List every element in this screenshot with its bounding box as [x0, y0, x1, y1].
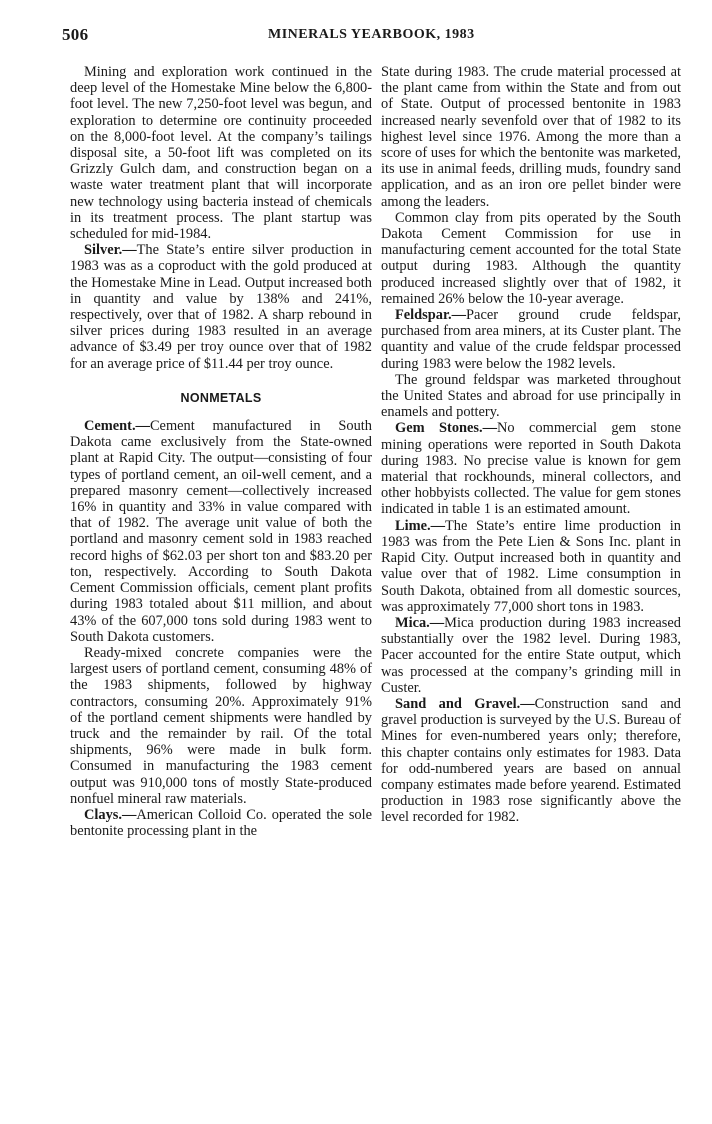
paragraph-sand-and-gravel — [381, 696, 681, 826]
feldspar-run-in-heading: Feldspar.— — [395, 307, 467, 324]
lime-run-in-heading: Lime.— — [395, 517, 445, 534]
paragraph-lime — [381, 518, 681, 615]
paragraph-clays-continued: State during 1983. The crude material processed at the plant came from within the State and from out of State. Output of processed bentonite in 1983 increased nearly sevenfold over that of 1982 to its highest level since 1976. Among the more than a score of uses for which the bentonite was marketed, its use in animal feeds, drilling muds, foundry sand application, and as an iron ore pellet binder were among the leaders. — [381, 64, 681, 210]
paragraph-homestake-mining: Mining and exploration work continued in the deep level of the Homestake Mine below the 6,800-foot level. The new 7,250-foot level was begun, and exploration to determine ore continuity proceeded on the 8,000-foot level. At the company’s tailings disposal site, a 50-foot lift was completed on its Grizzly Gulch dam, and construction began on a waste water treatment plant that will incorporate new technology using bacteria instead of chemicals in its treatment process. The plant startup was scheduled for mid-1984. — [70, 64, 372, 243]
silver-run-in-heading: Silver.— — [84, 242, 137, 259]
running-title: MINERALS YEARBOOK, 1983 — [268, 27, 475, 42]
clays-text: American Colloid Co. operated the sole bentonite processing plant in the — [70, 806, 372, 840]
paragraph-feldspar-marketing: The ground feldspar was marketed throughout the United States and abroad for use principally in enamels and pottery. — [381, 371, 681, 421]
paragraph-ready-mixed-concrete: Ready-mixed concrete companies were the largest users of portland cement, consuming 48% of the 1983 shipments, followed by highway contractors, consuming 20%. Approximately 91% of the portland cement shipments were handled by truck and the remainder by rail. Of the total shipments, 96% were made in bulk form. Consumed in manufacturing the 1983 cement output was 910,000 tons of mostly State-produced nonfuel mineral raw materials. — [70, 644, 372, 807]
section-heading-nonmetals: NONMETALS — [180, 390, 262, 405]
left-column — [70, 64, 372, 839]
cement-run-in-heading: Cement.— — [84, 418, 150, 435]
sand-and-gravel-text: Construction sand and gravel production is surveyed by the U.S. Bureau of Mines for even-numbered years only; therefore, this chapter contains only estimates for 1983. Data for odd-numbered years are based on annual company estimates made before yearend. Estimated production in 1983 rose significantly above the level recorded for 1982. — [381, 695, 681, 826]
paragraph-gem-stones — [381, 420, 681, 517]
gem-stones-run-in-heading: Gem Stones.— — [395, 420, 497, 437]
lime-text: The State’s entire lime production in 1983 was from the Pete Lien & Sons Inc. plant in Rapid City. Output increased both in quantity and value over that of 1982. Lime consumption in South Dakota, obtained from all domestic sources, was approximately 77,000 short tons in 1983. — [381, 517, 681, 615]
clays-run-in-heading: Clays.— — [84, 806, 137, 823]
paragraph-mica — [381, 615, 681, 696]
silver-text: The State’s entire silver production in 1983 was as a coproduct with the gold produced at the Homestake Mine in Lead. Output increased both in quantity and value by 138% and 241%, respectively, over that of 1982. A sharp rebound in silver prices during 1983 resulted in an average advance of $3.49 per troy ounce over that of 1982 for an average price of $11.44 per troy ounce. — [70, 242, 372, 372]
cement-text: Cement manufactured in South Dakota came exclusively from the State-owned plant at Rapid City. The output—consisting of four types of portland cement, an oil-well cement, and a prepared masonry cement—collectively increased 16% in quantity and 33% in value compared with that of 1982. The average unit value of both the portland and masonry cement sold in 1983 reached record highs of $62.03 per short ton and $83.20 per ton, respectively. According to South Dakota Cement Commission officials, cement plant profits during 1983 totaled about $11 million, and about 43% of the 607,000 tons sold during 1983 went to South Dakota customers. — [70, 418, 372, 645]
sand-and-gravel-run-in-heading: Sand and Gravel.— — [395, 695, 535, 712]
mica-run-in-heading: Mica.— — [395, 614, 445, 631]
right-column — [381, 64, 681, 826]
paragraph-silver — [70, 242, 372, 372]
paragraph-common-clay: Common clay from pits operated by the South Dakota Cement Commission for use in manufacturing cement accounted for the total State output during 1983. Although the quantity produced increased slightly over that of 1982, it remained 26% below the 10-year average. — [381, 209, 681, 307]
mica-text: Mica production during 1983 increased substantially over the 1982 level. During 1983, Pacer accounted for the entire State output, which was processed at the company’s grinding mill in Custer. — [381, 614, 681, 696]
gem-stones-text: No commercial gem stone mining operations were reported in South Dakota during 1983. No precise value is known for gem material that rockhounds, mineral collectors, and other hobbyists collected. The value for gem stones indicated in table 1 is an estimated amount. — [381, 420, 682, 518]
feldspar-text: Pacer ground crude feldspar, purchased from area miners, at its Custer plant. The quantity and value of the crude feldspar processed during 1983 were below the 1982 levels. — [381, 307, 681, 372]
paragraph-cement — [70, 418, 372, 645]
paragraph-feldspar — [381, 307, 681, 372]
paragraph-clays — [70, 807, 372, 839]
page-number: 506 — [62, 25, 89, 44]
